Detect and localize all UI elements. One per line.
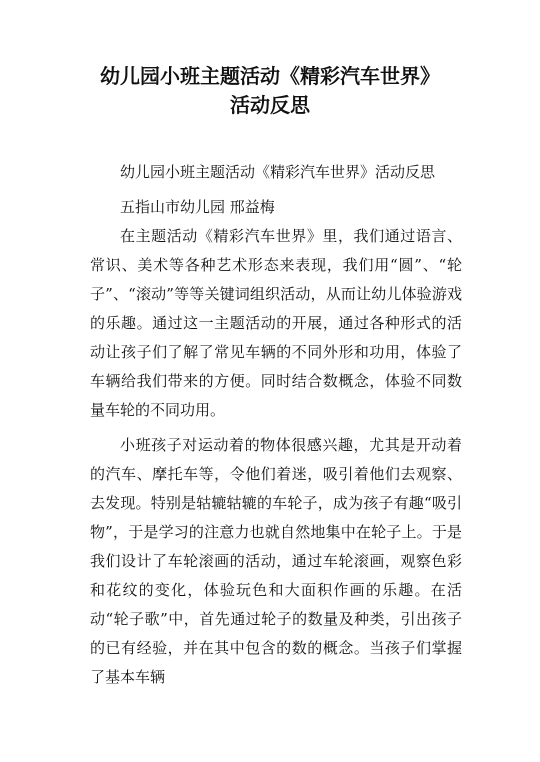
title-line-1: 幼儿园小班主题活动《精彩汽车世界》 bbox=[100, 64, 440, 88]
paragraph-1: 在主题活动《精彩汽车世界》里，我们通过语言、常识、美术等各种艺术形态来表现，我们用“圆”、“轮子”、“滚动”等等关键词组织活动，从而让幼儿体验游戏的乐趣。通过这一主题活动的开展，通过各种形式的活动让孩子们了解了常见车辆的不同外形和功用，体验了车辆给我们带来的方便。同时结合数概念，体验不同数量车轮的不同功用。 bbox=[90, 227, 462, 419]
title-line-2: 活动反思 bbox=[230, 93, 310, 117]
document-body bbox=[90, 158, 462, 698]
paragraph-author: 五指山市幼儿园 邢益梅 bbox=[120, 198, 275, 216]
paragraph-2: 小班孩子对运动着的物体很感兴趣，尤其是开动着的汽车、摩托车等，令他们着迷，吸引着他们去观察、去发现。特别是轱辘轱辘的车轮子，成为孩子有趣“吸引物”，于是学习的注意力也就自然地集中在轮子上。于是我们设计了车轮滚画的活动，通过车轮滚画，观察色彩和花纹的变化，体验玩色和大面积作画的乐趣。在活动“轮子歌”中，首先通过轮子的数量及种类，引出孩子的已有经验，并在其中包含的数的概念。当孩子们掌握了基本车辆 bbox=[90, 436, 462, 686]
paragraph-heading: 幼儿园小班主题活动《精彩汽车世界》活动反思 bbox=[120, 163, 436, 181]
document-title bbox=[60, 62, 480, 120]
